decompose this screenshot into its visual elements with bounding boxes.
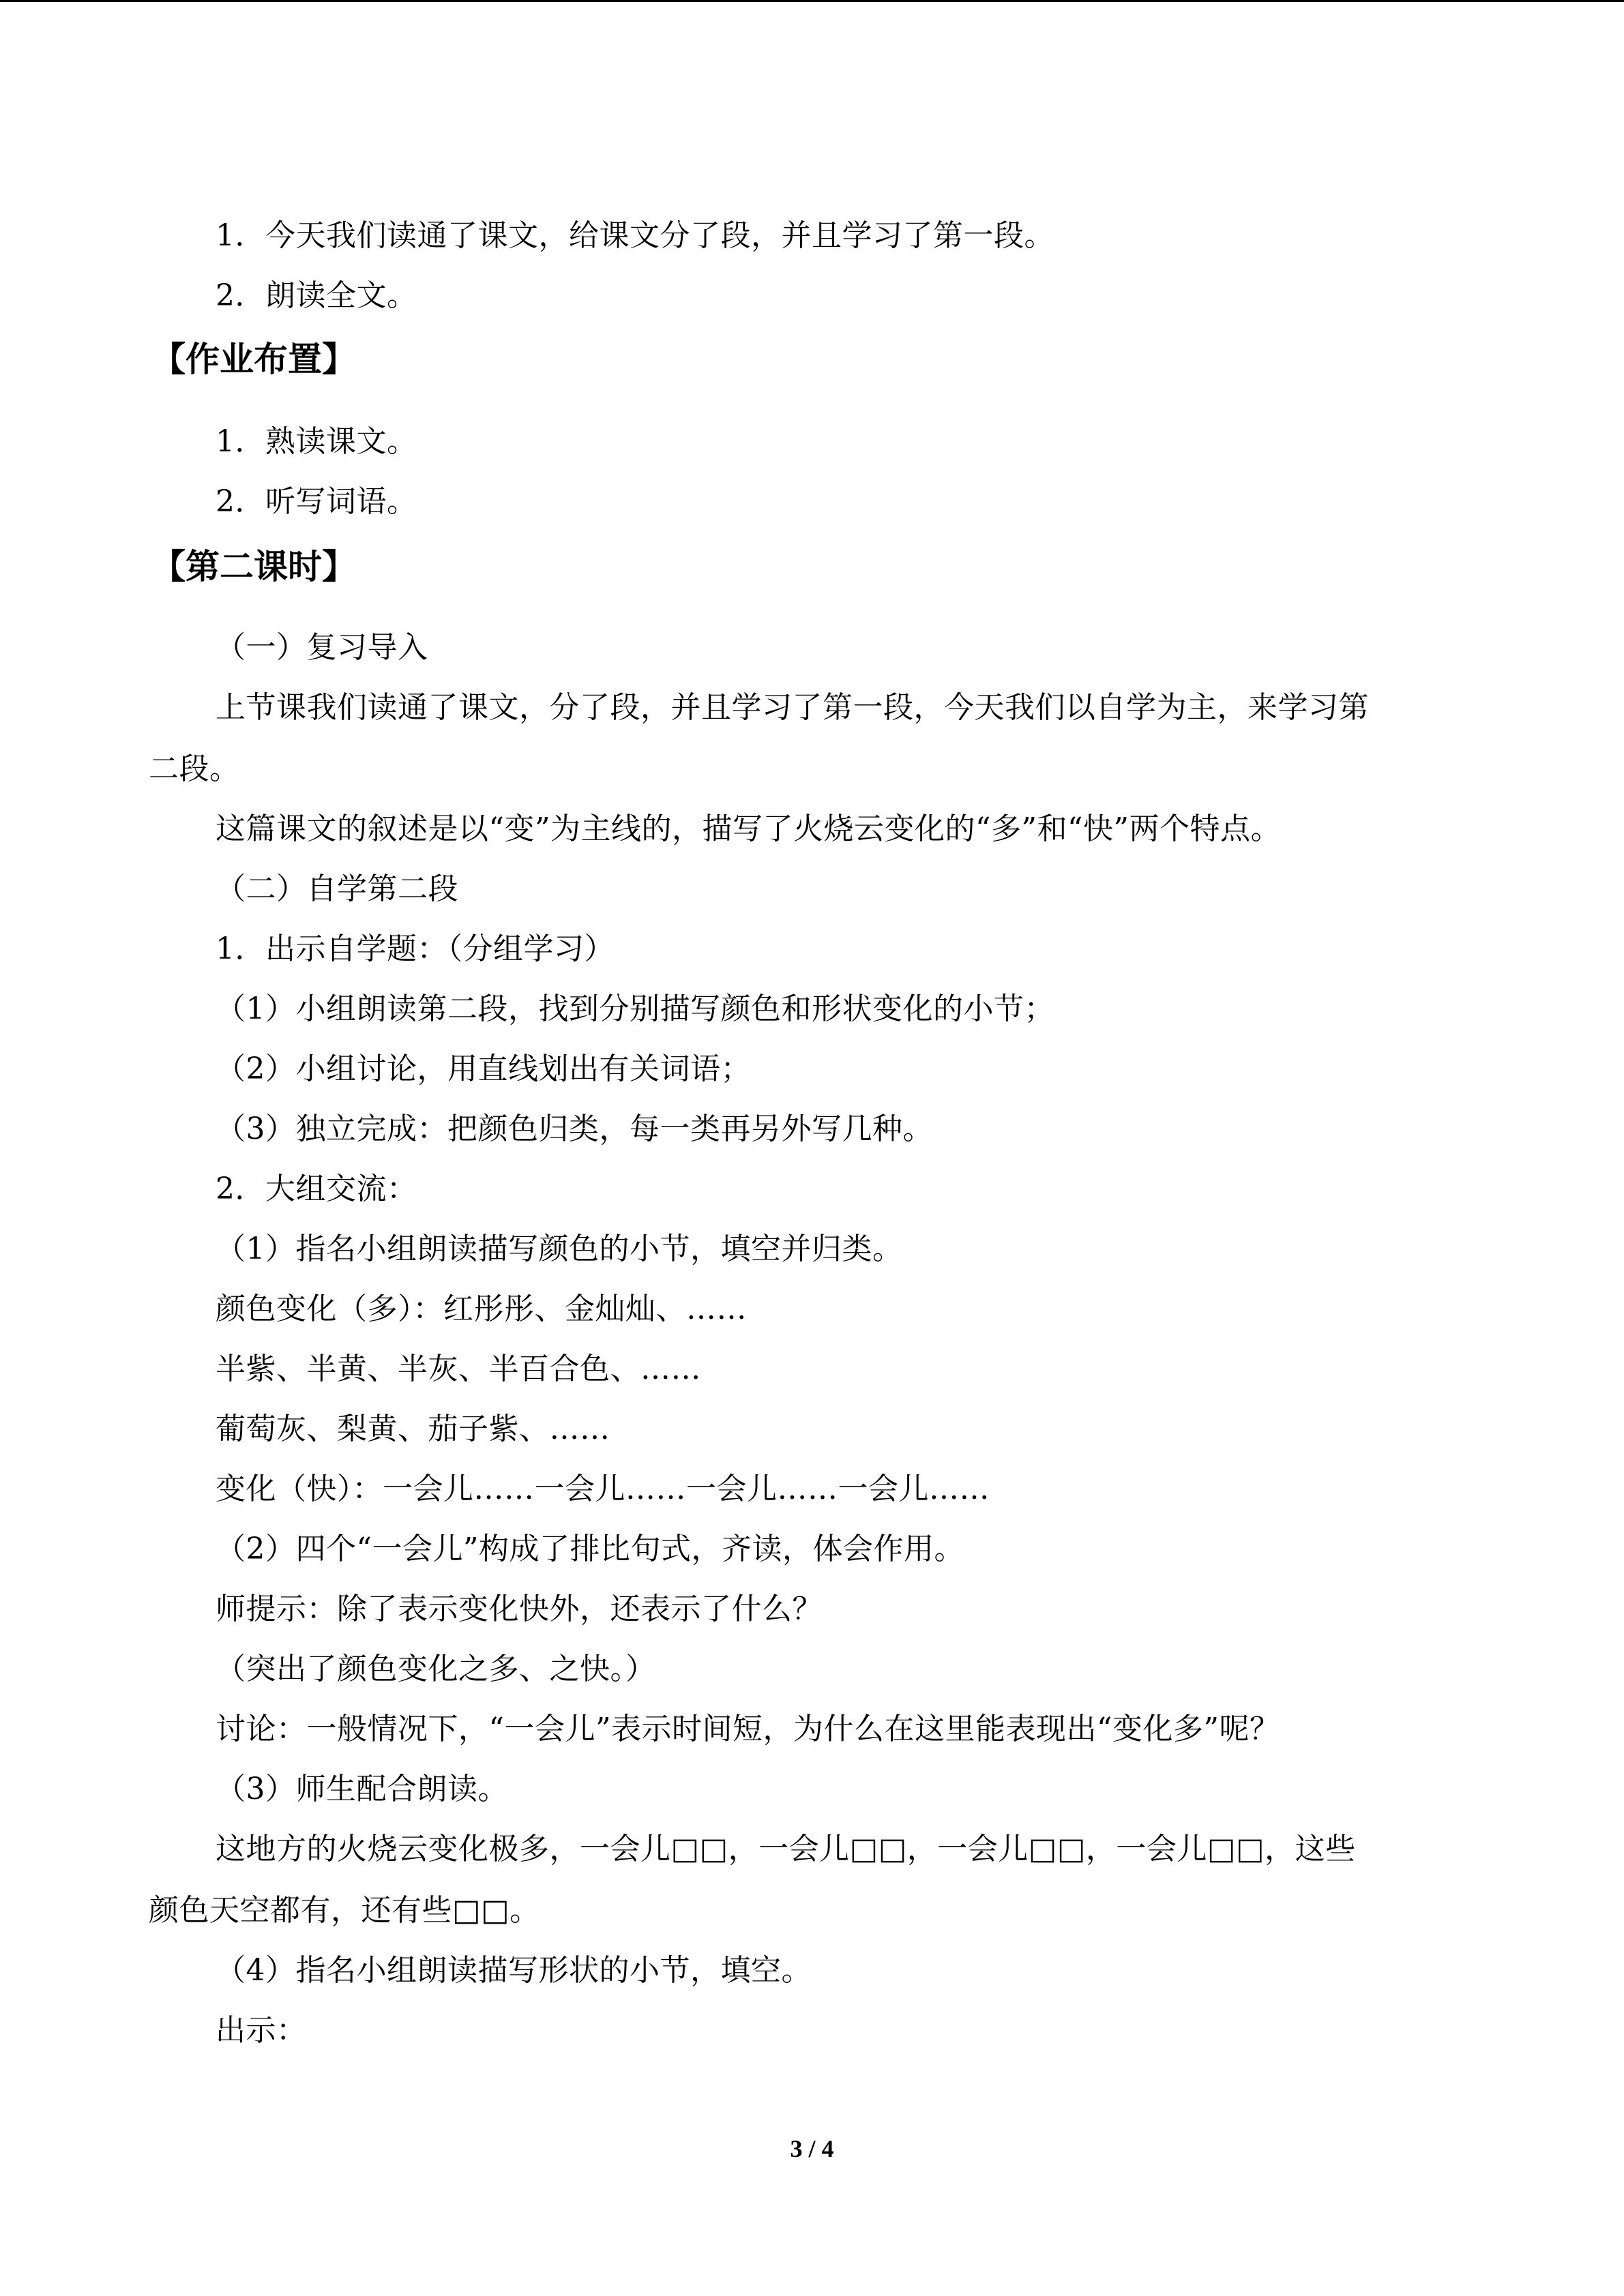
fill-in-line-1: 这地方的火烧云变化极多，一会儿□□，一会儿□□，一会儿□□，一会儿□□，这些 [216,1832,1356,1866]
step-heading-review: （一）复习导入 [216,630,428,665]
group-exchange-item-2: （2）四个“一会儿”构成了排比句式，齐读，体会作用。 [216,1532,964,1566]
paragraph-intro-line-1: 上节课我们读通了课文，分了段，并且学习了第一段，今天我们以自学为主，来学习第 [216,690,1369,725]
section-heading-homework: 【作业布置】 [151,340,356,379]
paragraph-main-thread: 这篇课文的叙述是以“变”为主线的，描写了火烧云变化的“多”和“快”两个特点。 [216,811,1281,846]
self-study-task-title: 1．出示自学题：（分组学习） [216,931,615,966]
show-label: 出示： [216,2013,307,2048]
self-study-task-1: （1）小组朗读第二段，找到分别描写颜色和形状变化的小节； [216,992,1054,1026]
prompt-answer: （突出了颜色变化之多、之快。） [216,1652,656,1686]
color-change-line-3: 葡萄灰、梨黄、茄子紫、…… [216,1412,610,1446]
color-change-line-2: 半紫、半黄、半灰、半百合色、…… [216,1352,701,1386]
homework-item-2: 2．听写词语。 [216,484,417,519]
paragraph-intro-line-2: 二段。 [149,751,240,786]
section-heading-second-lesson: 【第二课时】 [151,547,356,586]
page-number: 3 / 4 [790,2135,834,2162]
teacher-prompt: 师提示：除了表示变化快外，还表示了什么？ [216,1592,823,1626]
homework-item-1: 1．熟读课文。 [216,424,417,459]
group-exchange-title: 2．大组交流： [216,1172,417,1206]
step-heading-self-study: （二）自学第二段 [216,871,458,906]
self-study-task-2: （2）小组讨论，用直线划出有关词语； [216,1052,751,1086]
color-change-line-1: 颜色变化（多）：红彤彤、金灿灿、…… [216,1292,747,1326]
change-speed-line: 变化（快）：一会儿……一会儿……一会儿……一会儿…… [216,1472,990,1506]
summary-item-1: 1．今天我们读通了课文，给课文分了段，并且学习了第一段。 [216,218,1054,253]
group-exchange-item-3: （3）师生配合朗读。 [216,1772,508,1806]
self-study-task-3: （3）独立完成：把颜色归类，每一类再另外写几种。 [216,1112,933,1146]
top-border-rule [0,0,1624,2]
group-exchange-item-1: （1）指名小组朗读描写颜色的小节，填空并归类。 [216,1232,903,1266]
summary-item-2: 2．朗读全文。 [216,278,417,313]
fill-in-line-2: 颜色天空都有，还有些□□。 [149,1893,540,1928]
group-exchange-item-4: （4）指名小组朗读描写形状的小节，填空。 [216,1953,812,1988]
discussion-question: 讨论：一般情况下，“一会儿”表示时间短，为什么在这里能表现出“变化多”呢？ [216,1712,1280,1746]
